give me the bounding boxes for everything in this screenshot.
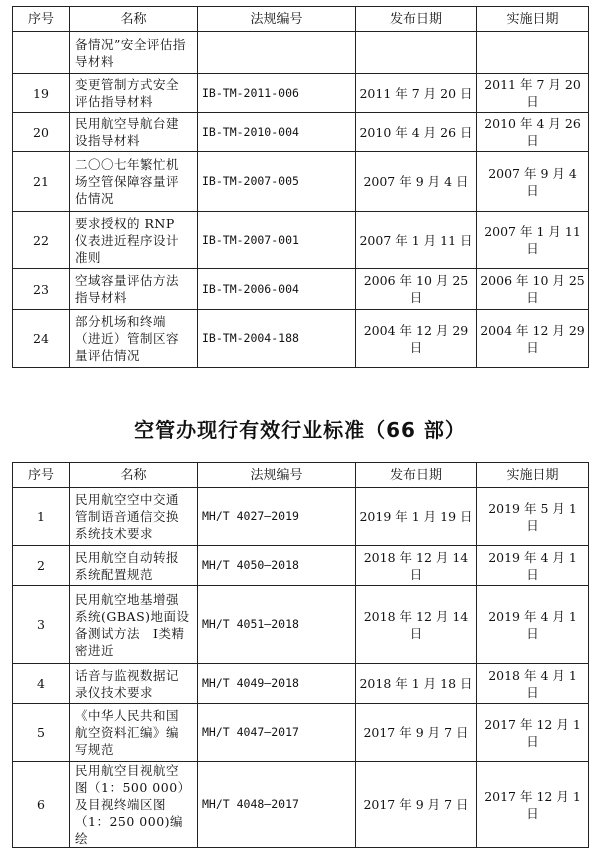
table-row	[13, 704, 589, 762]
row-publish-date: 2018 年 1 月 18 日	[356, 664, 477, 704]
standards-table	[12, 462, 589, 848]
row-publish-date: 2011 年 7 月 20 日	[356, 74, 477, 113]
row-effective-date: 2019 年 4 月 1 日	[477, 546, 589, 586]
row-name: 民用航空目视航空图（1：500 000）及目视终端区图（1：250 000)编绘	[70, 762, 198, 848]
row-effective-date: 2006 年 10 月 25 日	[477, 269, 589, 310]
table-header-row	[13, 463, 589, 488]
row-code: IB-TM-2011-006	[198, 74, 356, 113]
row-number: 20	[13, 113, 70, 152]
row-effective-date: 2018 年 4 月 1 日	[477, 664, 589, 704]
row-effective-date: 2007 年 1 月 11 日	[477, 212, 589, 269]
row-name: 备情况”安全评估指导材料	[70, 32, 198, 74]
row-number: 21	[13, 152, 70, 212]
table-row	[13, 664, 589, 704]
row-code: MH/T 4027—2019	[198, 488, 356, 546]
row-name: 要求授权的 RNP 仪表进近程序设计准则	[70, 212, 198, 269]
row-publish-date	[356, 32, 477, 74]
header-publish-date: 发布日期	[356, 7, 477, 32]
row-number: 4	[13, 664, 70, 704]
header-number: 序号	[13, 7, 70, 32]
row-effective-date: 2019 年 4 月 1 日	[477, 586, 589, 664]
table-row	[13, 212, 589, 269]
row-effective-date: 2017 年 12 月 1 日	[477, 762, 589, 848]
row-effective-date: 2019 年 5 月 1 日	[477, 488, 589, 546]
row-name: 二〇〇七年繁忙机场空管保障容量评估情况	[70, 152, 198, 212]
header-number: 序号	[13, 463, 70, 488]
row-effective-date: 2011 年 7 月 20 日	[477, 74, 589, 113]
row-code: IB-TM-2004-188	[198, 310, 356, 368]
row-number: 19	[13, 74, 70, 113]
row-publish-date: 2007 年 1 月 11 日	[356, 212, 477, 269]
row-number: 24	[13, 310, 70, 368]
row-number	[13, 32, 70, 74]
row-code: IB-TM-2007-001	[198, 212, 356, 269]
row-effective-date	[477, 32, 589, 74]
header-effective-date: 实施日期	[477, 7, 589, 32]
row-code: MH/T 4050—2018	[198, 546, 356, 586]
row-code: MH/T 4051—2018	[198, 586, 356, 664]
row-publish-date: 2017 年 9 月 7 日	[356, 762, 477, 848]
row-publish-date: 2007 年 9 月 4 日	[356, 152, 477, 212]
row-number: 2	[13, 546, 70, 586]
table-row	[13, 586, 589, 664]
table-row	[13, 74, 589, 113]
table-row	[13, 269, 589, 310]
section-heading: 空管办现行有效行业标准（66 部）	[134, 418, 466, 442]
table-row	[13, 488, 589, 546]
row-code: MH/T 4048—2017	[198, 762, 356, 848]
row-name: 民用航空导航台建设指导材料	[70, 113, 198, 152]
header-publish-date: 发布日期	[356, 463, 477, 488]
row-name: 变更管制方式安全评估指导材料	[70, 74, 198, 113]
table-row	[13, 152, 589, 212]
header-code: 法规编号	[198, 7, 356, 32]
row-number: 22	[13, 212, 70, 269]
row-code: MH/T 4049—2018	[198, 664, 356, 704]
row-name: 空域容量评估方法指导材料	[70, 269, 198, 310]
row-code: IB-TM-2010-004	[198, 113, 356, 152]
table-row	[13, 546, 589, 586]
row-code: IB-TM-2007-005	[198, 152, 356, 212]
row-publish-date: 2006 年 10 月 25 日	[356, 269, 477, 310]
row-name: 民用航空空中交通管制语音通信交换系统技术要求	[70, 488, 198, 546]
row-name: 民用航空自动转报系统配置规范	[70, 546, 198, 586]
regulations-table	[12, 6, 589, 368]
row-name: 《中华人民共和国航空资料汇编》编写规范	[70, 704, 198, 762]
table-row	[13, 310, 589, 368]
row-code: MH/T 4047—2017	[198, 704, 356, 762]
row-name: 民用航空地基增强系统(GBAS)地面设备测试方法 Ⅰ类精密进近	[70, 586, 198, 664]
row-publish-date: 2019 年 1 月 19 日	[356, 488, 477, 546]
row-number: 23	[13, 269, 70, 310]
row-publish-date: 2018 年 12 月 14 日	[356, 586, 477, 664]
row-code	[198, 32, 356, 74]
table-header-row	[13, 7, 589, 32]
table-row	[13, 762, 589, 848]
table-row	[13, 32, 589, 74]
row-publish-date: 2010 年 4 月 26 日	[356, 113, 477, 152]
header-name: 名称	[70, 7, 198, 32]
row-effective-date: 2004 年 12 月 29 日	[477, 310, 589, 368]
row-name: 话音与监视数据记录仪技术要求	[70, 664, 198, 704]
table-row	[13, 113, 589, 152]
row-effective-date: 2010 年 4 月 26 日	[477, 113, 589, 152]
row-number: 6	[13, 762, 70, 848]
header-code: 法规编号	[198, 463, 356, 488]
row-number: 3	[13, 586, 70, 664]
header-name: 名称	[70, 463, 198, 488]
row-number: 1	[13, 488, 70, 546]
row-publish-date: 2017 年 9 月 7 日	[356, 704, 477, 762]
row-publish-date: 2004 年 12 月 29 日	[356, 310, 477, 368]
header-effective-date: 实施日期	[477, 463, 589, 488]
row-effective-date: 2017 年 12 月 1 日	[477, 704, 589, 762]
row-publish-date: 2018 年 12 月 14 日	[356, 546, 477, 586]
row-code: IB-TM-2006-004	[198, 269, 356, 310]
row-name: 部分机场和终端（进近）管制区容量评估情况	[70, 310, 198, 368]
row-effective-date: 2007 年 9 月 4 日	[477, 152, 589, 212]
row-number: 5	[13, 704, 70, 762]
